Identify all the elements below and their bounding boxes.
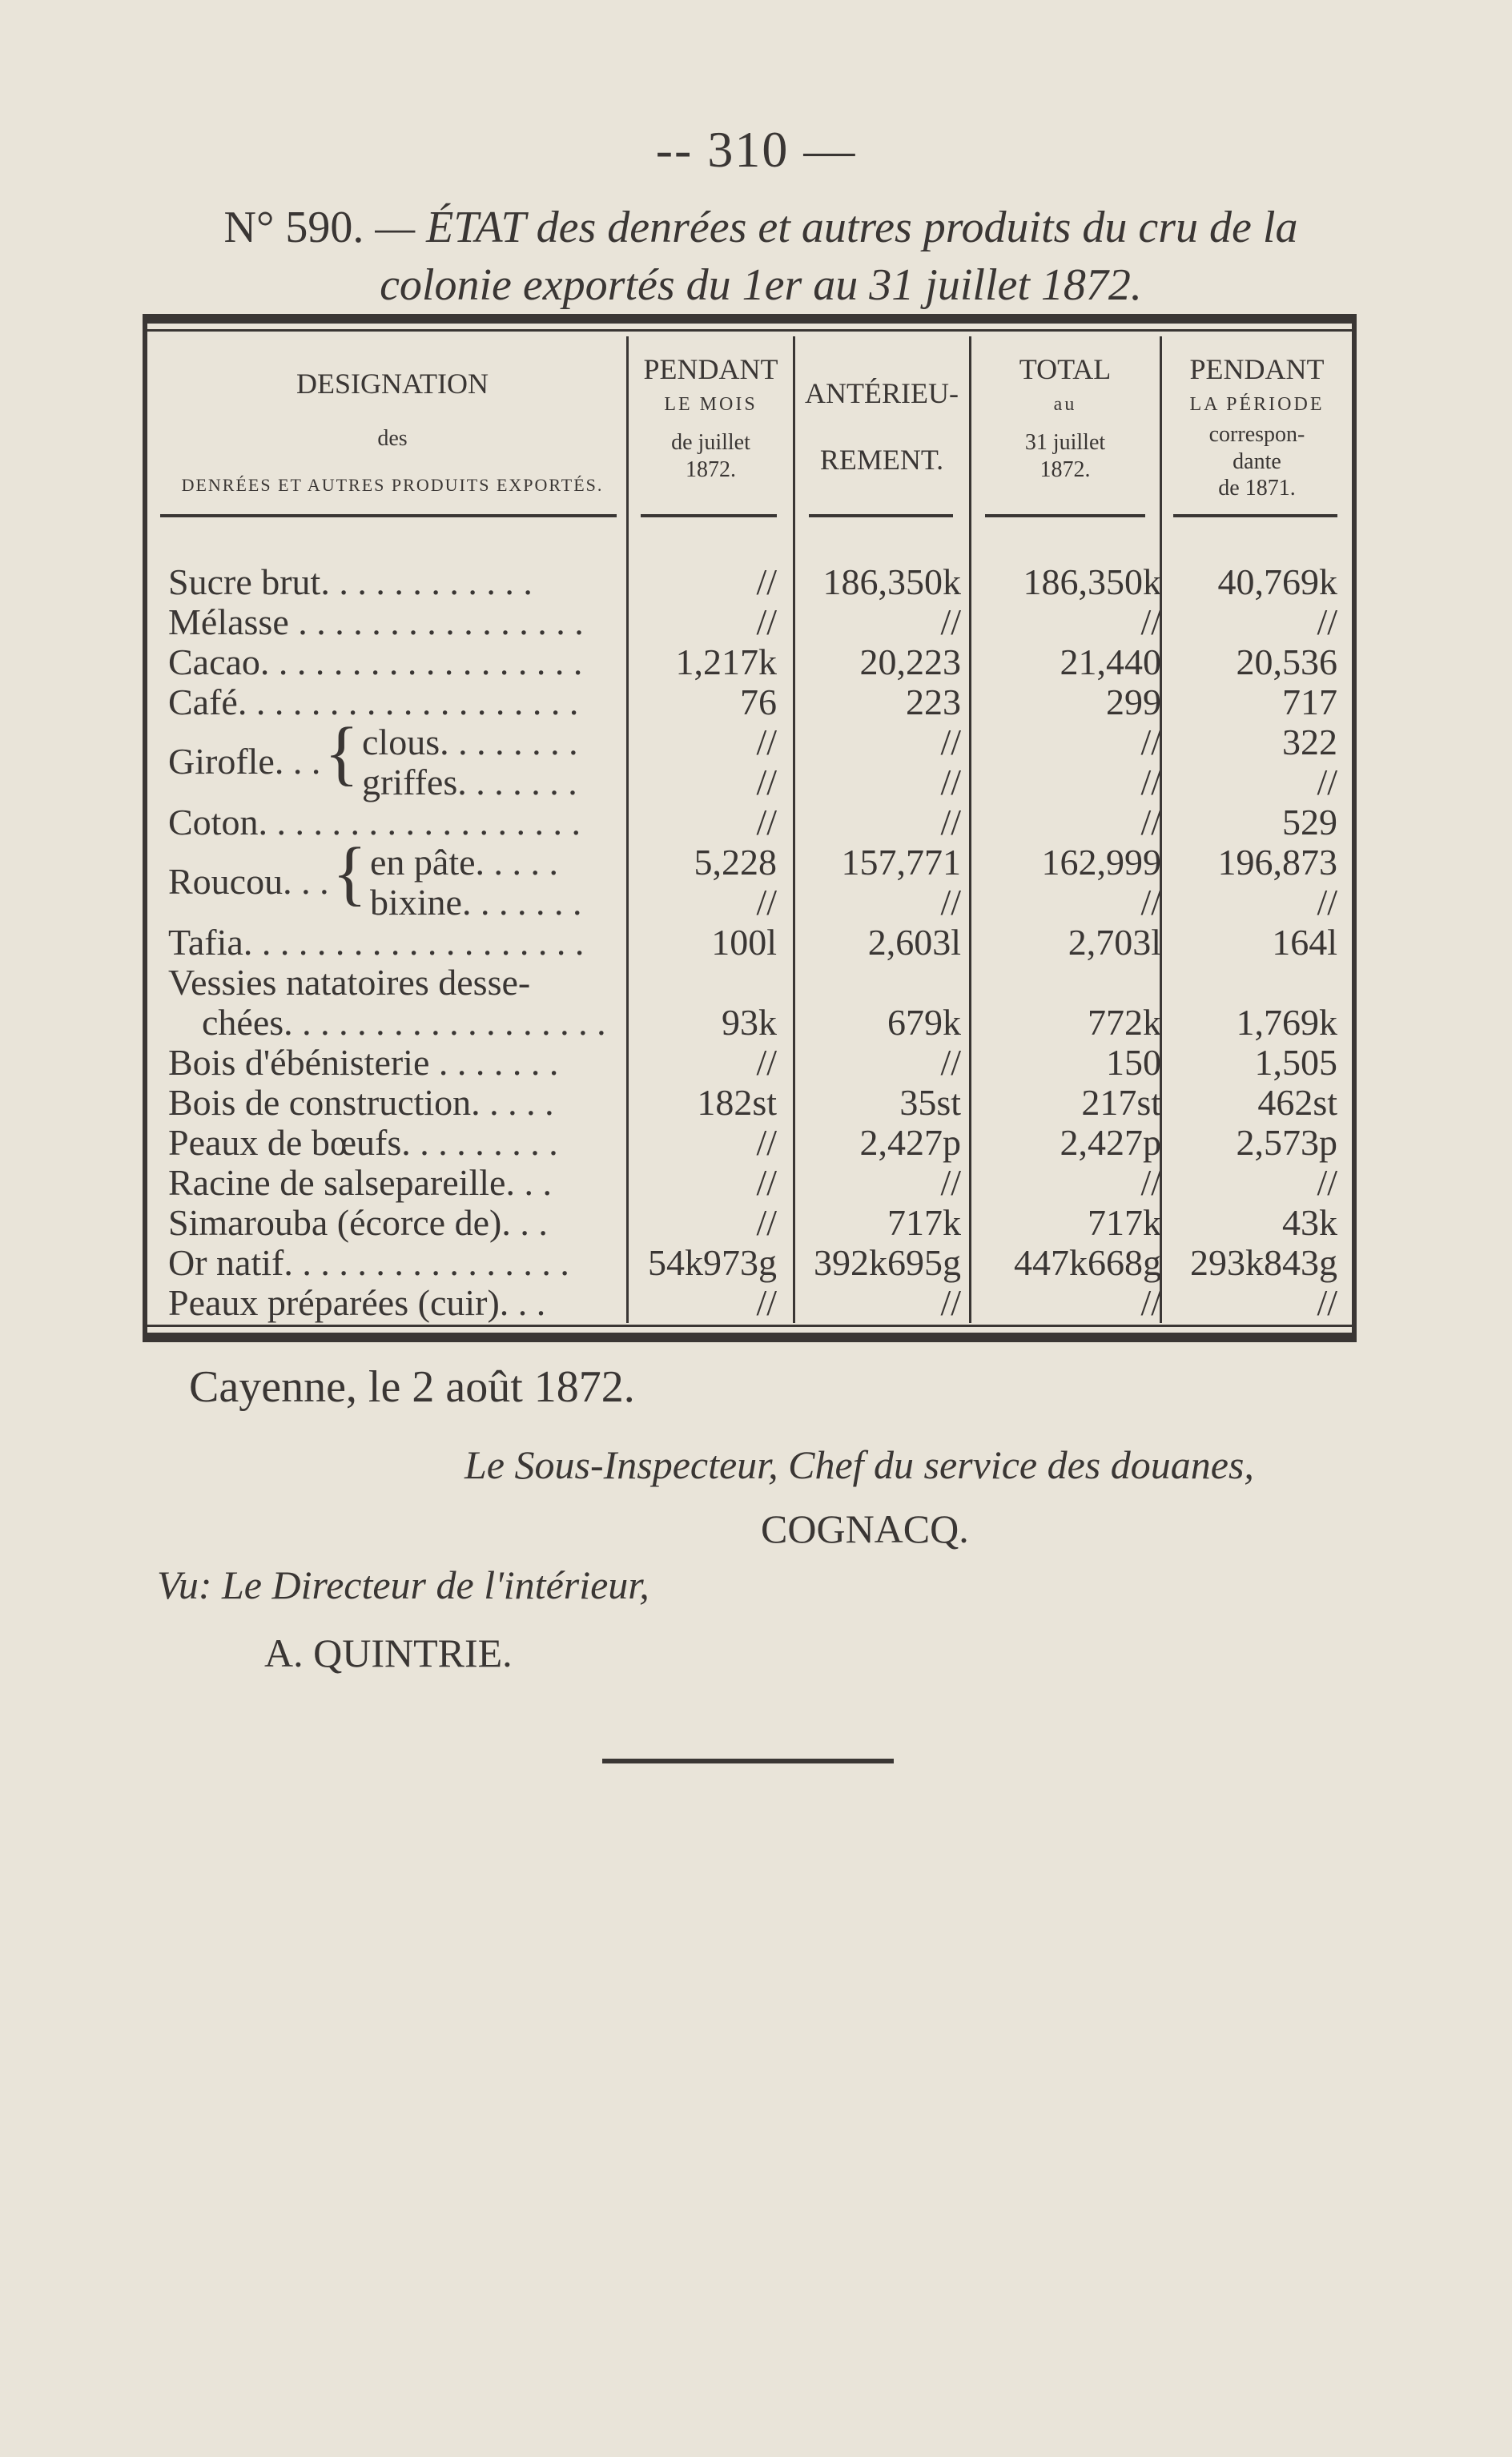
table-row [0, 1201, 1512, 1241]
cell-col3: 21,440 [1060, 641, 1161, 682]
header-col1-line4: 1872. [686, 456, 736, 482]
header-col3-line4: 1872. [1040, 456, 1091, 482]
cell-col1: 100l [711, 922, 777, 963]
header-col1-line1: PENDANT [643, 353, 778, 385]
cell-col3: 717k [1088, 1202, 1161, 1243]
cell-col1: // [756, 1042, 777, 1083]
table-bottom-rule [143, 1333, 1357, 1342]
row-label: bixine. . . . . . . [370, 882, 582, 923]
cell-col1: // [756, 1282, 777, 1323]
header-col4-line3: correspon- [1208, 421, 1305, 447]
cell-col1: // [756, 802, 777, 842]
header-designation-title: DESIGNATION [296, 368, 489, 400]
cell-col3: 2,427p [1060, 1122, 1161, 1163]
cell-col1: // [756, 1162, 777, 1203]
cell-col2: // [940, 722, 961, 762]
cell-col1: // [756, 722, 777, 762]
row-label: Coton. . . . . . . . . . . . . . . . . . [168, 802, 581, 842]
cell-col3: 299 [1106, 682, 1161, 722]
row-label: Racine de salsepareille. . . [168, 1162, 552, 1203]
cell-col3: // [1140, 882, 1161, 923]
brace-roucou: { [332, 834, 368, 913]
table-row [0, 1001, 1512, 1041]
cell-col1: 5,228 [694, 842, 777, 883]
header-col4-line1: PENDANT [1189, 353, 1325, 385]
header-col4-line4: dante [1233, 448, 1281, 474]
place-date: Cayenne, le 2 août 1872. [189, 1362, 635, 1412]
header-rule-col1 [641, 514, 777, 517]
table-row [0, 1081, 1512, 1121]
table-row [0, 561, 1512, 601]
cell-col2: 2,427p [859, 1122, 961, 1163]
cell-col1: 93k [722, 1002, 777, 1043]
cell-col4: 1,769k [1236, 1002, 1337, 1043]
cell-col2: // [940, 1282, 961, 1323]
cell-col4: 322 [1282, 722, 1337, 762]
row-label: chées. . . . . . . . . . . . . . . . . . [202, 1002, 606, 1043]
cell-col3: 447k668g [1014, 1242, 1161, 1283]
group-label-girofle: Girofle. . . [168, 741, 321, 782]
table-row [0, 681, 1512, 721]
table-row [0, 1041, 1512, 1081]
cell-col3: 162,999 [1041, 842, 1161, 883]
cell-col1: // [756, 882, 777, 923]
cell-col1: // [756, 1202, 777, 1243]
cell-col4: 717 [1282, 682, 1337, 722]
header-col4 [1163, 352, 1351, 502]
row-label: Vessies natatoires desse- [168, 962, 531, 1003]
cell-col2: 157,771 [841, 842, 961, 883]
cell-col1: // [756, 561, 777, 602]
header-col3-line3: 31 juillet [1024, 429, 1106, 455]
cell-col4: // [1317, 762, 1337, 802]
cell-col2: // [940, 1162, 961, 1203]
header-rule-col2 [809, 514, 953, 517]
signer1-name: COGNACQ. [761, 1506, 969, 1551]
cell-col2: 223 [906, 682, 961, 722]
page-title [120, 199, 1401, 314]
row-label: Simarouba (écorce de). . . [168, 1202, 548, 1243]
header-col4-line5: de 1871. [1218, 476, 1296, 501]
header-col3 [973, 352, 1157, 483]
table-row [0, 1281, 1512, 1321]
cell-col3: 217st [1081, 1082, 1161, 1123]
header-designation-denrees: DENRÉES ET AUTRES PRODUITS EXPORTÉS. [181, 474, 604, 495]
page-number: -- 310 — [655, 121, 857, 178]
row-label: Mélasse . . . . . . . . . . . . . . . . [168, 601, 584, 642]
title-line-1 [120, 199, 1401, 256]
cell-col1: 1,217k [675, 641, 777, 682]
group-label-roucou: Roucou. . . [168, 861, 329, 902]
cell-col4: 462st [1257, 1082, 1337, 1123]
row-label: Cacao. . . . . . . . . . . . . . . . . . [168, 641, 583, 682]
row-label: Sucre brut. . . . . . . . . . . . [168, 561, 533, 602]
header-col3-line2: au [1053, 394, 1077, 416]
cell-col3: 772k [1088, 1002, 1161, 1043]
header-rule-col3 [985, 514, 1145, 517]
end-rule [602, 1759, 894, 1763]
cell-col4: // [1317, 1282, 1337, 1323]
header-rule-col4 [1173, 514, 1337, 517]
cell-col4: 164l [1272, 922, 1337, 963]
signer2-name: A. QUINTRIE. [264, 1631, 513, 1675]
row-label: en pâte. . . . . [370, 842, 559, 883]
cell-col2: 679k [887, 1002, 961, 1043]
table-row [0, 641, 1512, 681]
cell-col1: 54k973g [648, 1242, 777, 1283]
cell-col1: 76 [740, 682, 777, 722]
cell-col3: 2,703l [1068, 922, 1161, 963]
cell-col3: 186,350k [1023, 561, 1161, 602]
cell-col4: // [1317, 601, 1337, 642]
table-row [0, 761, 1512, 801]
row-label: clous. . . . . . . . [362, 722, 578, 762]
cell-col4: 1,505 [1254, 1042, 1337, 1083]
cell-col3: // [1140, 762, 1161, 802]
cell-col2: // [940, 601, 961, 642]
row-label: Bois d'ébénisterie . . . . . . . [168, 1042, 559, 1083]
cell-col4: 293k843g [1190, 1242, 1337, 1283]
vu-line: Vu: Le Directeur de l'intérieur, [157, 1562, 649, 1607]
table-top-rule [143, 314, 1357, 324]
header-col3-line1: TOTAL [1019, 353, 1112, 385]
header-col2-line1: ANTÉRIEU- [805, 377, 959, 409]
signer1-title: Le Sous-Inspecteur, Chef du service des douanes, [464, 1442, 1254, 1487]
cell-col3: // [1140, 722, 1161, 762]
cell-col4: 20,536 [1236, 641, 1337, 682]
table-row [0, 881, 1512, 921]
cell-col4: // [1317, 1162, 1337, 1203]
brace-girofle: { [324, 714, 360, 793]
cell-col1: // [756, 601, 777, 642]
row-label: Tafia. . . . . . . . . . . . . . . . . . . [168, 922, 585, 963]
header-col1 [633, 352, 789, 483]
header-col2 [797, 376, 967, 477]
cell-col4: 2,573p [1236, 1122, 1337, 1163]
row-label: Bois de construction. . . . . [168, 1082, 554, 1123]
cell-col2: 20,223 [859, 641, 961, 682]
cell-col2: // [940, 882, 961, 923]
cell-col4: // [1317, 882, 1337, 923]
cell-col2: 2,603l [867, 922, 961, 963]
cell-col4: 196,873 [1217, 842, 1337, 883]
row-label: Peaux de bœufs. . . . . . . . . [168, 1122, 558, 1163]
cell-col1: 182st [697, 1082, 777, 1123]
cell-col2: // [940, 802, 961, 842]
header-designation [168, 367, 617, 496]
row-label: Peaux préparées (cuir). . . [168, 1282, 546, 1323]
row-label: Café. . . . . . . . . . . . . . . . . . . [168, 682, 579, 722]
header-col1-line3: de juillet [671, 429, 750, 455]
cell-col3: // [1140, 1282, 1161, 1323]
cell-col2: 392k695g [814, 1242, 961, 1283]
cell-col3: // [1140, 601, 1161, 642]
table-row [0, 961, 1512, 1001]
header-designation-des: des [377, 426, 408, 452]
row-label: Or natif. . . . . . . . . . . . . . . . [168, 1242, 569, 1283]
cell-col3: // [1140, 1162, 1161, 1203]
table-row [0, 1161, 1512, 1201]
title-text-1: — ÉTAT des denrées et autres produits du cru de la [375, 203, 1298, 252]
header-rule-designation [160, 514, 617, 517]
header-col4-line2: LA PÉRIODE [1189, 394, 1325, 416]
cell-col2: // [940, 1042, 961, 1083]
cell-col1: // [756, 762, 777, 802]
table-row [0, 801, 1512, 841]
header-col1-line2: LE MOIS [664, 394, 758, 416]
cell-col2: 35st [899, 1082, 961, 1123]
row-label: griffes. . . . . . . [362, 762, 577, 802]
cell-col4: 40,769k [1217, 561, 1337, 602]
table-row [0, 1241, 1512, 1281]
cell-col3: 150 [1106, 1042, 1161, 1083]
cell-col4: 43k [1282, 1202, 1337, 1243]
table-row [0, 601, 1512, 641]
cell-col2: 186,350k [822, 561, 961, 602]
header-col2-line2: REMENT. [819, 444, 944, 477]
cell-col2: 717k [887, 1202, 961, 1243]
cell-col3: // [1140, 802, 1161, 842]
title-number: N° 590. [223, 203, 364, 252]
cell-col4: 529 [1282, 802, 1337, 842]
cell-col1: // [756, 1122, 777, 1163]
title-line-2: colonie exportés du 1er au 31 juillet 1872. [380, 260, 1142, 310]
cell-col2: // [940, 762, 961, 802]
table-row [0, 1121, 1512, 1161]
table-row [0, 921, 1512, 961]
